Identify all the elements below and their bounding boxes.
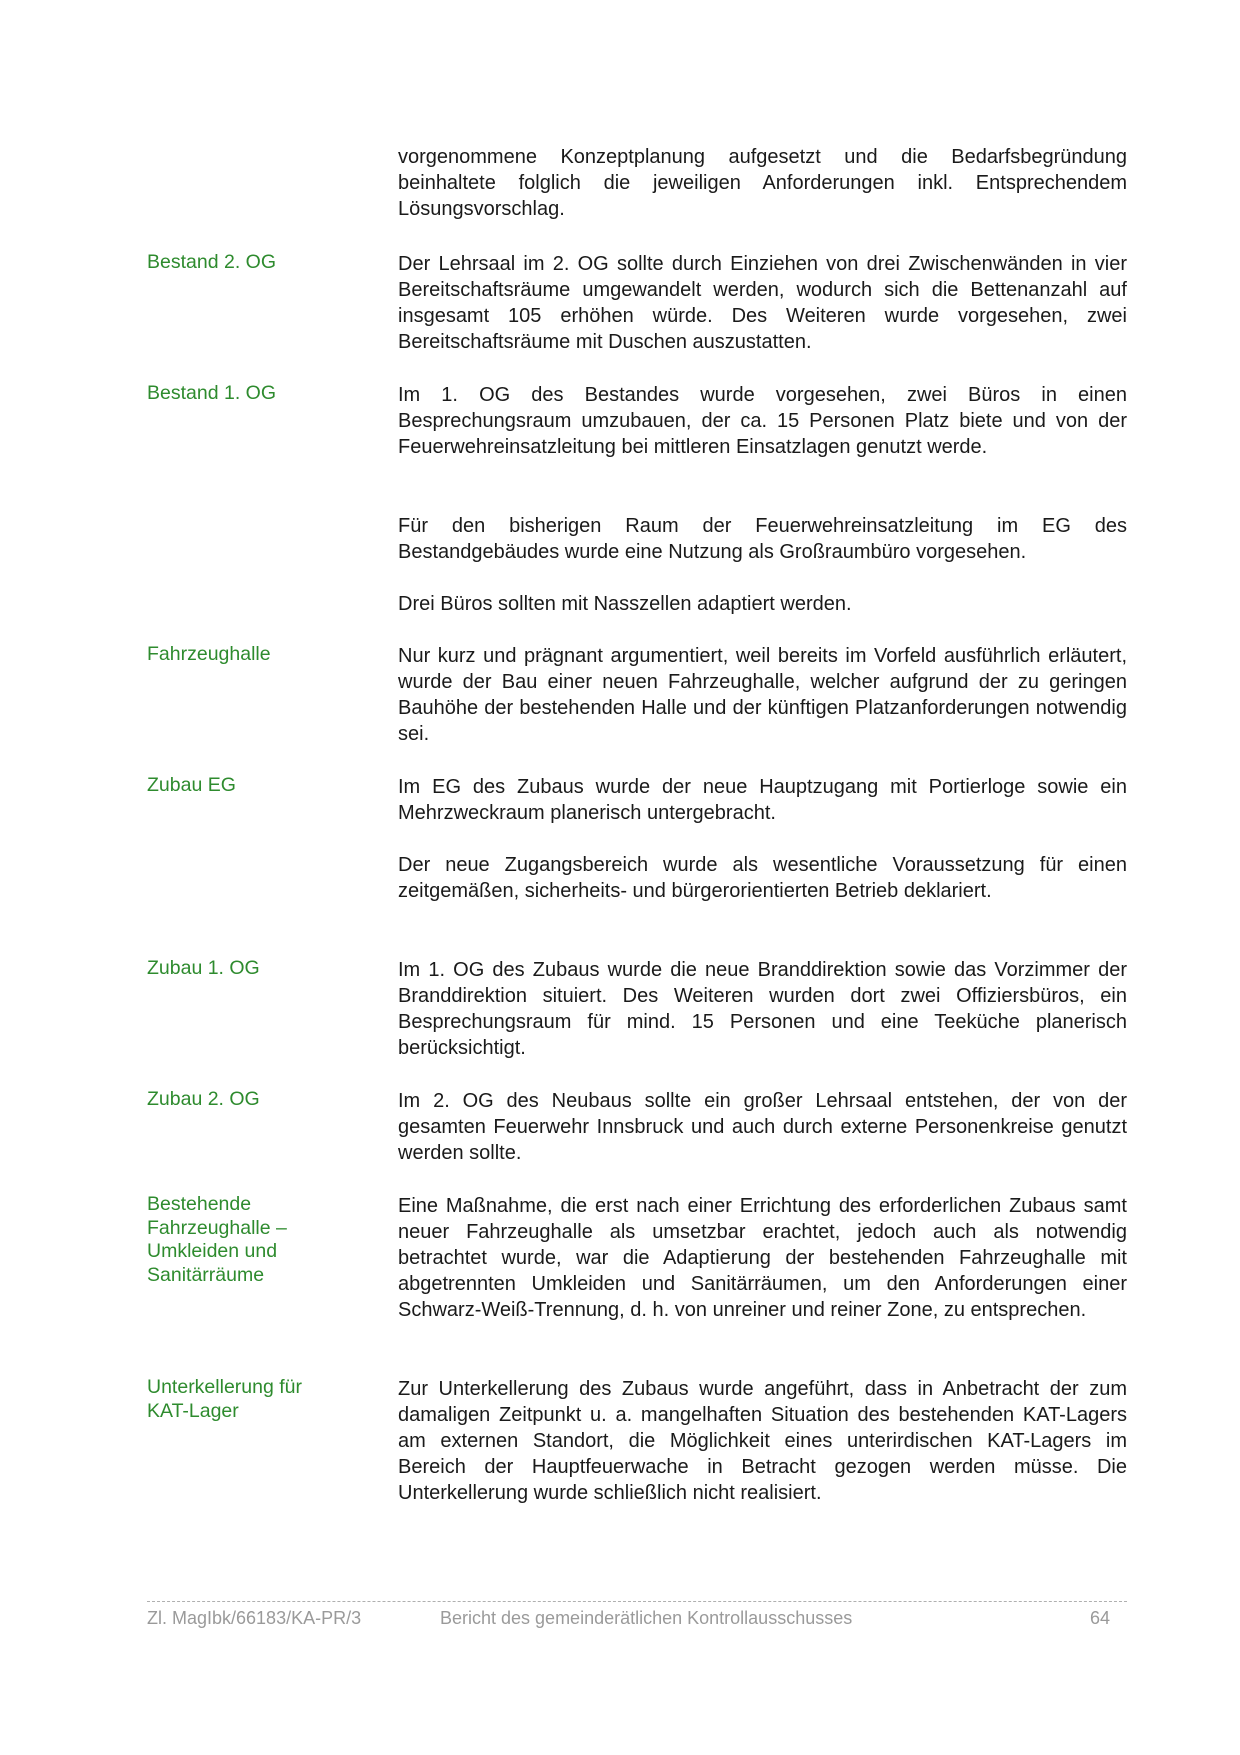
footer-divider	[147, 1601, 1127, 1602]
paragraph: Zur Unterkellerung des Zubaus wurde angeführt, dass in Anbetracht der zum damaligen Zeitpunkt u. a. mangelhaften Situation des bestehenden KAT-Lagers am externen Standort, die Möglichkeit eines unterirdischen KAT-Lagers im Bereich der Hauptfeuerwache in Betracht gezogen werden müsse. Die Unterkellerung wurde schließlich nicht realisiert.	[398, 1378, 1127, 1504]
paragraph: Der Lehrsaal im 2. OG sollte durch Einziehen von drei Zwischenwänden in vier Bereitschaftsräume umgewandelt werden, wodurch sich die Bettenanzahl auf insgesamt 105 erhöhen würde. Des Weiteren wurde vorgesehen, zwei Bereitschaftsräume mit Duschen auszustatten.	[398, 253, 1127, 353]
paragraph: Im 1. OG des Zubaus wurde die neue Branddirektion sowie das Vorzimmer der Branddirektion situiert. Des Weiteren wurden dort zwei Offiziersbüros, ein Besprechungsraum für mind. 15 Personen und eine Teeküche planerisch berücksichtigt.	[398, 959, 1127, 1059]
paragraph: Nur kurz und prägnant argumentiert, weil bereits im Vorfeld ausführlich erläutert, wurde der Bau einer neuen Fahrzeughalle, welcher aufgrund der zu geringen Bauhöhe der bestehenden Halle und der künftigen Platzanforderungen notwendig sei.	[398, 645, 1127, 745]
section-label: Bestand 2. OG	[147, 251, 276, 273]
paragraph: Für den bisherigen Raum der Feuerwehreinsatzleitung im EG des Bestandgebäudes wurde eine Nutzung als Großraumbüro vorgesehen.	[398, 515, 1127, 563]
section-label: Zubau EG	[147, 774, 236, 796]
section-label: Zubau 1. OG	[147, 957, 260, 979]
section-label: Bestand 1. OG	[147, 382, 276, 404]
footer-reference: Zl. MagIbk/66183/KA-PR/3	[147, 1608, 362, 1628]
paragraph: Im 2. OG des Neubaus sollte ein großer Lehrsaal entstehen, der von der gesamten Feuerwehr Innsbruck und auch durch externe Personenkreise genutzt werden sollte.	[398, 1090, 1127, 1164]
paragraph: Im 1. OG des Bestandes wurde vorgesehen, zwei Büros in einen Besprechungsraum umzubauen, der ca. 15 Personen Platz biete und von der Feuerwehreinsatzleitung bei mittleren Einsatzlagen genutzt werde.	[398, 384, 1127, 458]
paragraph: Im EG des Zubaus wurde der neue Hauptzugang mit Portierloge sowie ein Mehrzweckraum planerisch untergebracht.	[398, 776, 1127, 824]
section-label: Unterkellerung für KAT-Lager	[147, 1376, 302, 1422]
section-label: Zubau 2. OG	[147, 1088, 260, 1110]
page-number: 64	[1090, 1608, 1111, 1628]
section-label: Fahrzeughalle	[147, 643, 271, 665]
paragraph: vorgenommene Konzeptplanung aufgesetzt und die Bedarfsbegründung beinhaltete folglich die jeweiligen Anforderungen inkl. Entsprechendem Lösungsvorschlag.	[398, 146, 1127, 220]
section-label: Bestehende Fahrzeughalle – Umkleiden und Sanitärräume	[147, 1193, 287, 1286]
paragraph: Eine Maßnahme, die erst nach einer Errichtung des erforderlichen Zubaus samt neuer Fahrzeughalle als umsetzbar erachtet, jedoch auch als notwendig betrachtet wurde, war die Adaptierung der bestehenden Fahrzeughalle mit abgetrennten Umkleiden und Sanitärräumen, um den Anforderungen einer Schwarz-Weiß-Trennung, d. h. von unreiner und reiner Zone, zu entsprechen.	[398, 1195, 1127, 1321]
paragraph: Drei Büros sollten mit Nasszellen adaptiert werden.	[398, 593, 852, 615]
footer-title: Bericht des gemeinderätlichen Kontrollausschusses	[440, 1608, 853, 1628]
paragraph: Der neue Zugangsbereich wurde als wesentliche Voraussetzung für einen zeitgemäßen, sicherheits- und bürgerorientierten Betrieb deklariert.	[398, 854, 1127, 902]
